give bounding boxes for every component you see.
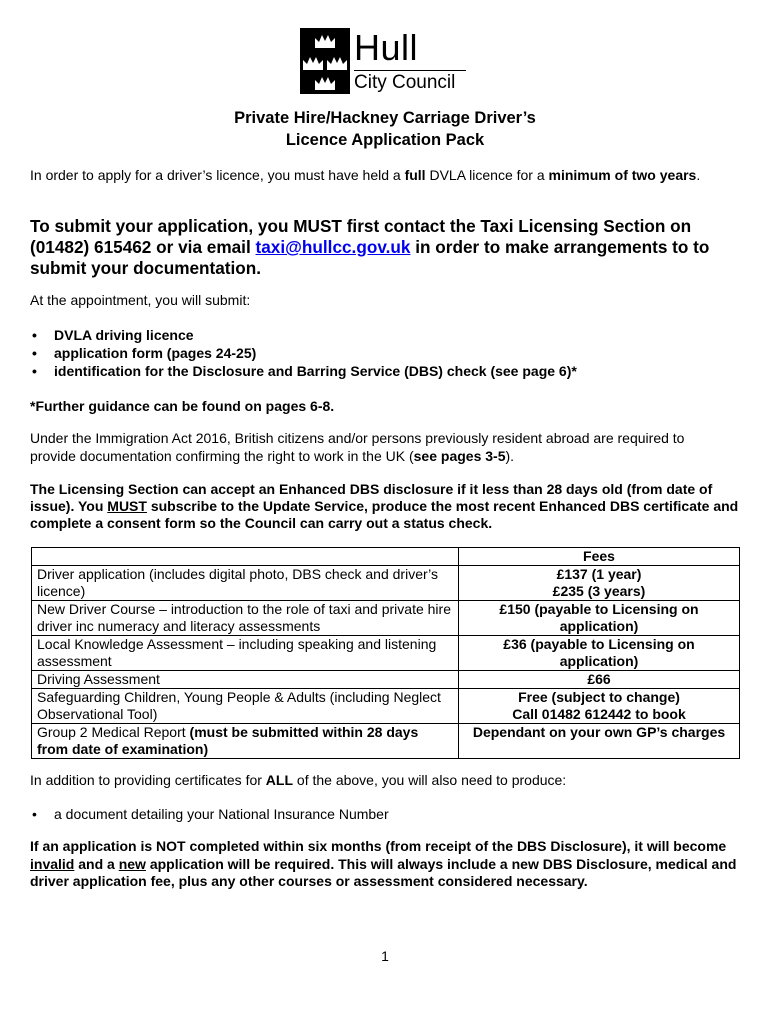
intro-bold-minimum: minimum of two years — [548, 167, 697, 183]
dbs-paragraph — [30, 481, 740, 532]
intro-text-2: DVLA licence for a — [425, 167, 549, 183]
immigration-bold: see pages 3-5 — [413, 448, 506, 464]
also-text-2: of the above, you will also need to produce: — [293, 772, 567, 788]
also-paragraph — [30, 771, 566, 789]
invalid-application-notice — [30, 838, 740, 891]
logo-hull-text: Hull — [354, 27, 419, 68]
title-line-1: Private Hire/Hackney Carriage Driver’s — [234, 109, 536, 127]
list-item: • application form (pages 24-25) — [30, 344, 577, 362]
table-cell: New Driver Course – introduction to the role of taxi and private hire driver inc numeracy and literacy assessments — [32, 601, 459, 636]
list-item: • a document detailing your National Insurance Number — [30, 805, 389, 823]
fees-header: Fees — [459, 548, 740, 566]
table-row — [32, 566, 740, 601]
table-cell: Driving Assessment — [32, 671, 459, 689]
logo-city-council-text: City Council — [354, 72, 456, 93]
submit-items-list — [30, 326, 577, 380]
page-title — [0, 107, 770, 151]
table-cell — [32, 724, 459, 759]
notice-text-1: If an application is NOT completed within six months (from receipt of the DBS Disclosure), it will become — [30, 838, 727, 854]
table-header-row — [32, 548, 740, 566]
table-cell: £66 — [459, 671, 740, 689]
fees-table — [31, 547, 740, 759]
notice-new: new — [118, 855, 146, 872]
notice-text-2: and a — [74, 855, 119, 872]
notice-text-3: application will be required. This will always include a new DBS Disclosure, medical and driver application fee, plus any other courses or assessment considered necessary. — [30, 855, 737, 889]
intro-text-1: In order to apply for a driver’s licence, you must have held a — [30, 167, 405, 183]
page-number: 1 — [381, 948, 389, 964]
dbs-must: MUST — [107, 498, 147, 514]
list-item: • DVLA driving licence — [30, 326, 577, 344]
dbs-text-1: The Licensing Section can accept an Enhanced DBS disclosure if it less than 28 days old (from date of issue). You — [30, 481, 713, 514]
table-row — [32, 636, 740, 671]
submit-text-2: in order to make arrangements to to submit your documentation. — [30, 237, 710, 278]
intro-bold-full: full — [404, 167, 426, 183]
table-cell: Dependant on your own GP’s charges — [459, 724, 740, 759]
fee-line: Call 01482 612442 to book — [512, 706, 686, 722]
table-row — [32, 689, 740, 724]
dbs-text-2: subscribe to the Update Service, produce the most recent Enhanced DBS certificate and complete a consent form so the Council can carry out a status check. — [30, 498, 739, 531]
table-cell: £150 (payable to Licensing on application) — [459, 601, 740, 636]
intro-text-3: . — [696, 167, 701, 183]
submit-text-1: To submit your application, you MUST first contact the Taxi Licensing Section on (01482) 615462 or via email — [30, 216, 692, 257]
submit-instructions — [30, 216, 750, 279]
medical-item-text: Group 2 Medical Report — [37, 724, 190, 740]
table-cell: £36 (payable to Licensing on application) — [459, 636, 740, 671]
immigration-paragraph — [30, 429, 730, 465]
table-cell: Driver application (includes digital photo, DBS check and driver’s licence) — [32, 566, 459, 601]
title-line-2: Licence Application Pack — [285, 131, 485, 149]
list-item: • identification for the Disclosure and Barring Service (DBS) check (see page 6)* — [30, 362, 577, 380]
immigration-text-2: ). — [505, 448, 515, 464]
fee-line: £137 (1 year) — [556, 566, 642, 582]
table-cell: Safeguarding Children, Young People & Adults (including Neglect Observational Tool) — [32, 689, 459, 724]
intro-paragraph — [30, 166, 740, 184]
table-cell — [459, 689, 740, 724]
notice-invalid: invalid — [30, 855, 75, 872]
also-text-1: In addition to providing certificates for — [30, 772, 266, 788]
table-row — [32, 601, 740, 636]
fee-line: £235 (3 years) — [552, 583, 646, 599]
also-bold-all: ALL — [265, 772, 294, 788]
appointment-text: At the appointment, you will submit: — [30, 292, 251, 308]
hull-city-council-logo — [300, 28, 470, 94]
logo-divider — [354, 70, 466, 71]
table-row — [32, 724, 740, 759]
fee-line: Free (subject to change) — [518, 689, 680, 705]
table-cell: Local Knowledge Assessment – including speaking and listening assessment — [32, 636, 459, 671]
further-guidance: *Further guidance can be found on pages 6-8. — [30, 398, 335, 414]
table-row — [32, 671, 740, 689]
also-items-list — [30, 805, 389, 823]
table-cell — [459, 566, 740, 601]
table-cell — [32, 548, 459, 566]
medical-item-bold: (must be submitted within 28 days from date of examination) — [37, 724, 419, 757]
three-crowns-crest-icon — [300, 28, 350, 94]
email-link[interactable]: taxi@hullcc.gov.uk — [255, 237, 411, 257]
immigration-text-1: Under the Immigration Act 2016, British citizens and/or persons previously resident abroad are required to provide documentation confirming the right to work in the UK ( — [30, 430, 685, 464]
